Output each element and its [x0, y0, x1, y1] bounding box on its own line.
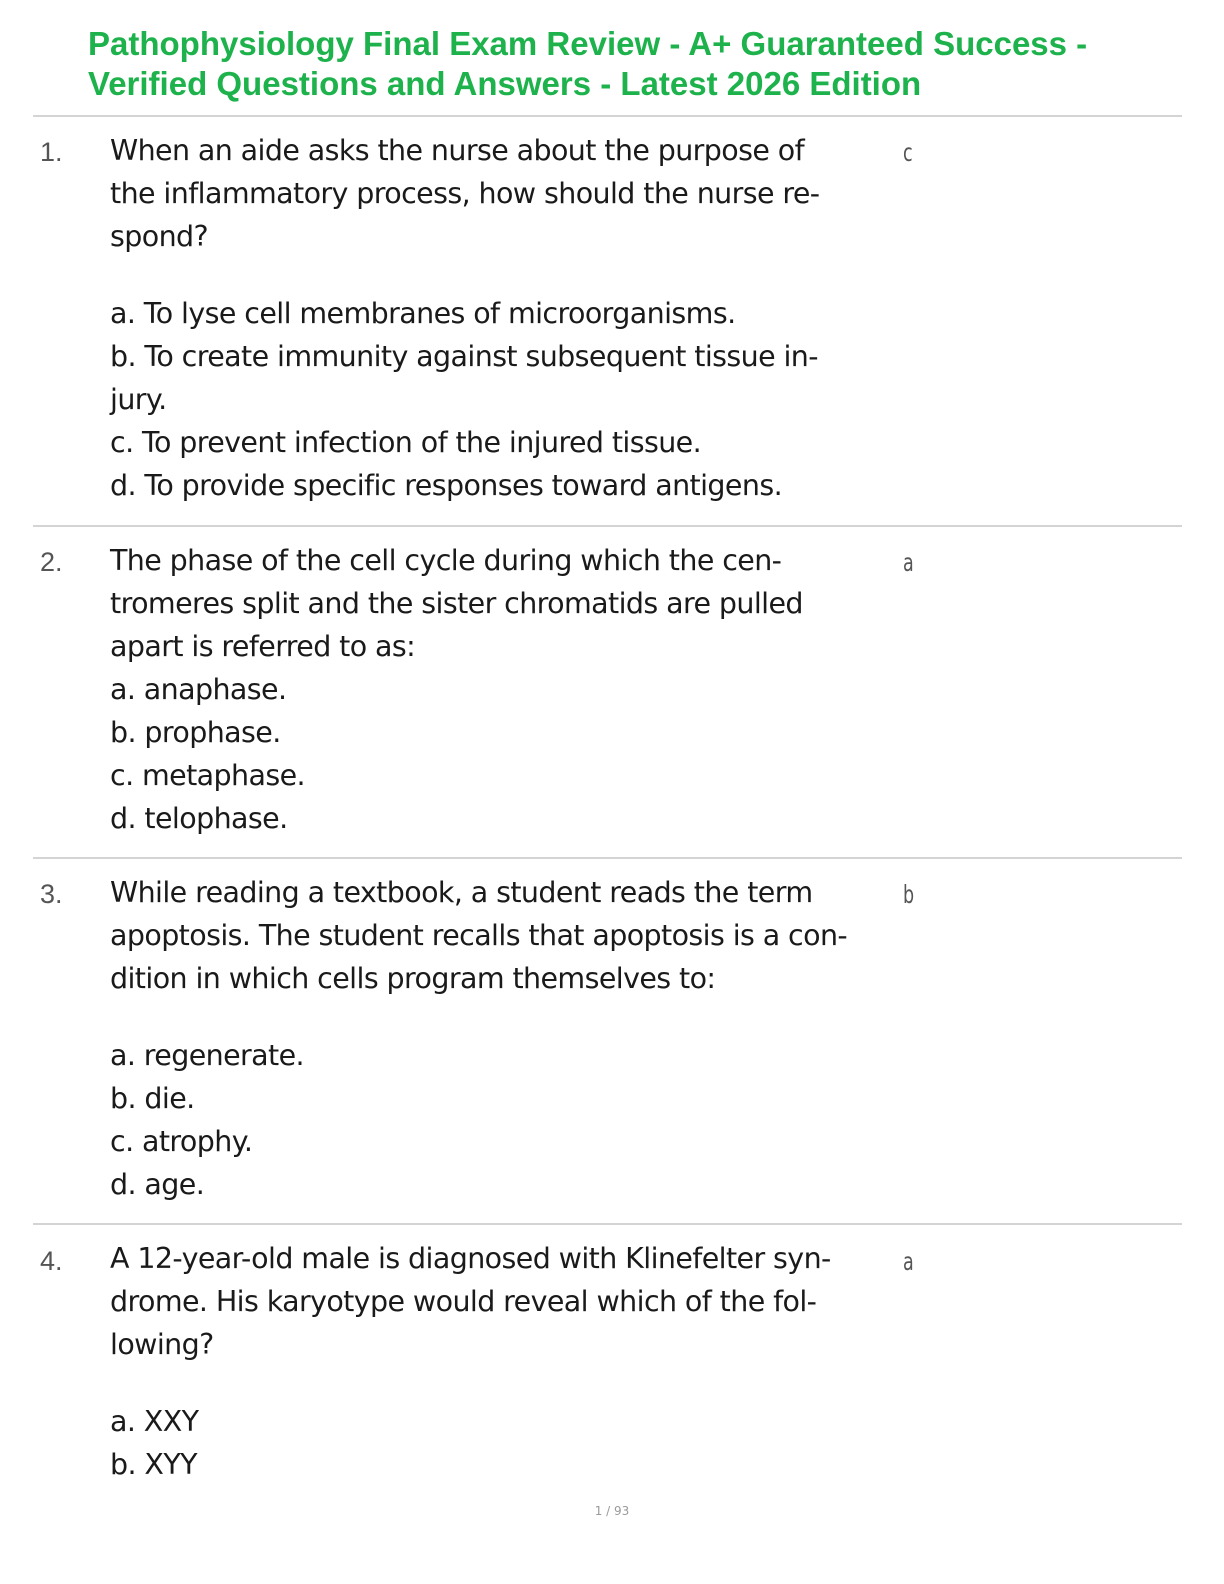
answer-option: jury.	[110, 383, 167, 416]
answer-option: d. age.	[110, 1168, 205, 1201]
correct-answer: a	[903, 1247, 914, 1276]
question-stem-line: dition in which cells program themselves to:	[110, 962, 716, 995]
answer-option: b. die.	[110, 1082, 195, 1115]
question-stem-line: drome. His karyotype would reveal which of the fol-	[110, 1285, 817, 1318]
document-title-line-2: Verified Questions and Answers - Latest 2026 Edition	[88, 65, 922, 102]
answer-option: c. atrophy.	[110, 1125, 253, 1158]
divider	[33, 525, 1182, 527]
answer-option: b. To create immunity against subsequent tissue in-	[110, 340, 818, 373]
answer-option: b. prophase.	[110, 716, 281, 749]
question-number: 3.	[40, 879, 63, 909]
document-title-line-1: Pathophysiology Final Exam Review - A+ Guaranteed Success -	[88, 25, 1088, 62]
answer-option: d. telophase.	[110, 802, 288, 835]
question-number: 2.	[40, 547, 63, 577]
question-body	[110, 1237, 900, 1486]
question-stem-line: apart is referred to as:	[110, 630, 416, 663]
answer-option: a. regenerate.	[110, 1039, 304, 1072]
question-stem-line: tromeres split and the sister chromatids are pulled	[110, 587, 803, 620]
answer-option: a. anaphase.	[110, 673, 287, 706]
divider	[33, 1223, 1182, 1225]
question-number: 1.	[40, 137, 63, 167]
answer-option: c. metaphase.	[110, 759, 305, 792]
question-stem-line: lowing?	[110, 1328, 214, 1361]
question-stem-line: A 12-year-old male is diagnosed with Klinefelter syn-	[110, 1242, 831, 1275]
question-body	[110, 871, 900, 1206]
correct-answer: b	[903, 880, 915, 909]
answer-option: a. XXY	[110, 1405, 199, 1438]
divider	[33, 857, 1182, 859]
question-stem-line: While reading a textbook, a student reads the term	[110, 876, 813, 909]
question-stem-line: The phase of the cell cycle during which the cen-	[110, 544, 782, 577]
page-indicator: 1 / 93	[594, 1504, 630, 1518]
question-stem-line: spond?	[110, 220, 209, 253]
question-body	[110, 129, 900, 507]
question-stem-line: When an aide asks the nurse about the purpose of	[110, 134, 805, 167]
answer-option: c. To prevent infection of the injured tissue.	[110, 426, 702, 459]
divider	[33, 115, 1182, 117]
answer-option: b. XYY	[110, 1448, 197, 1481]
question-stem-line: the inflammatory process, how should the nurse re-	[110, 177, 820, 210]
question-stem-line: apoptosis. The student recalls that apoptosis is a con-	[110, 919, 848, 952]
correct-answer: c	[903, 138, 913, 167]
answer-option: a. To lyse cell membranes of microorganisms.	[110, 297, 736, 330]
document-title	[88, 24, 1188, 104]
question-number: 4.	[40, 1246, 63, 1276]
question-body	[110, 539, 900, 840]
answer-option: d. To provide specific responses toward antigens.	[110, 469, 783, 502]
correct-answer: a	[903, 548, 914, 577]
